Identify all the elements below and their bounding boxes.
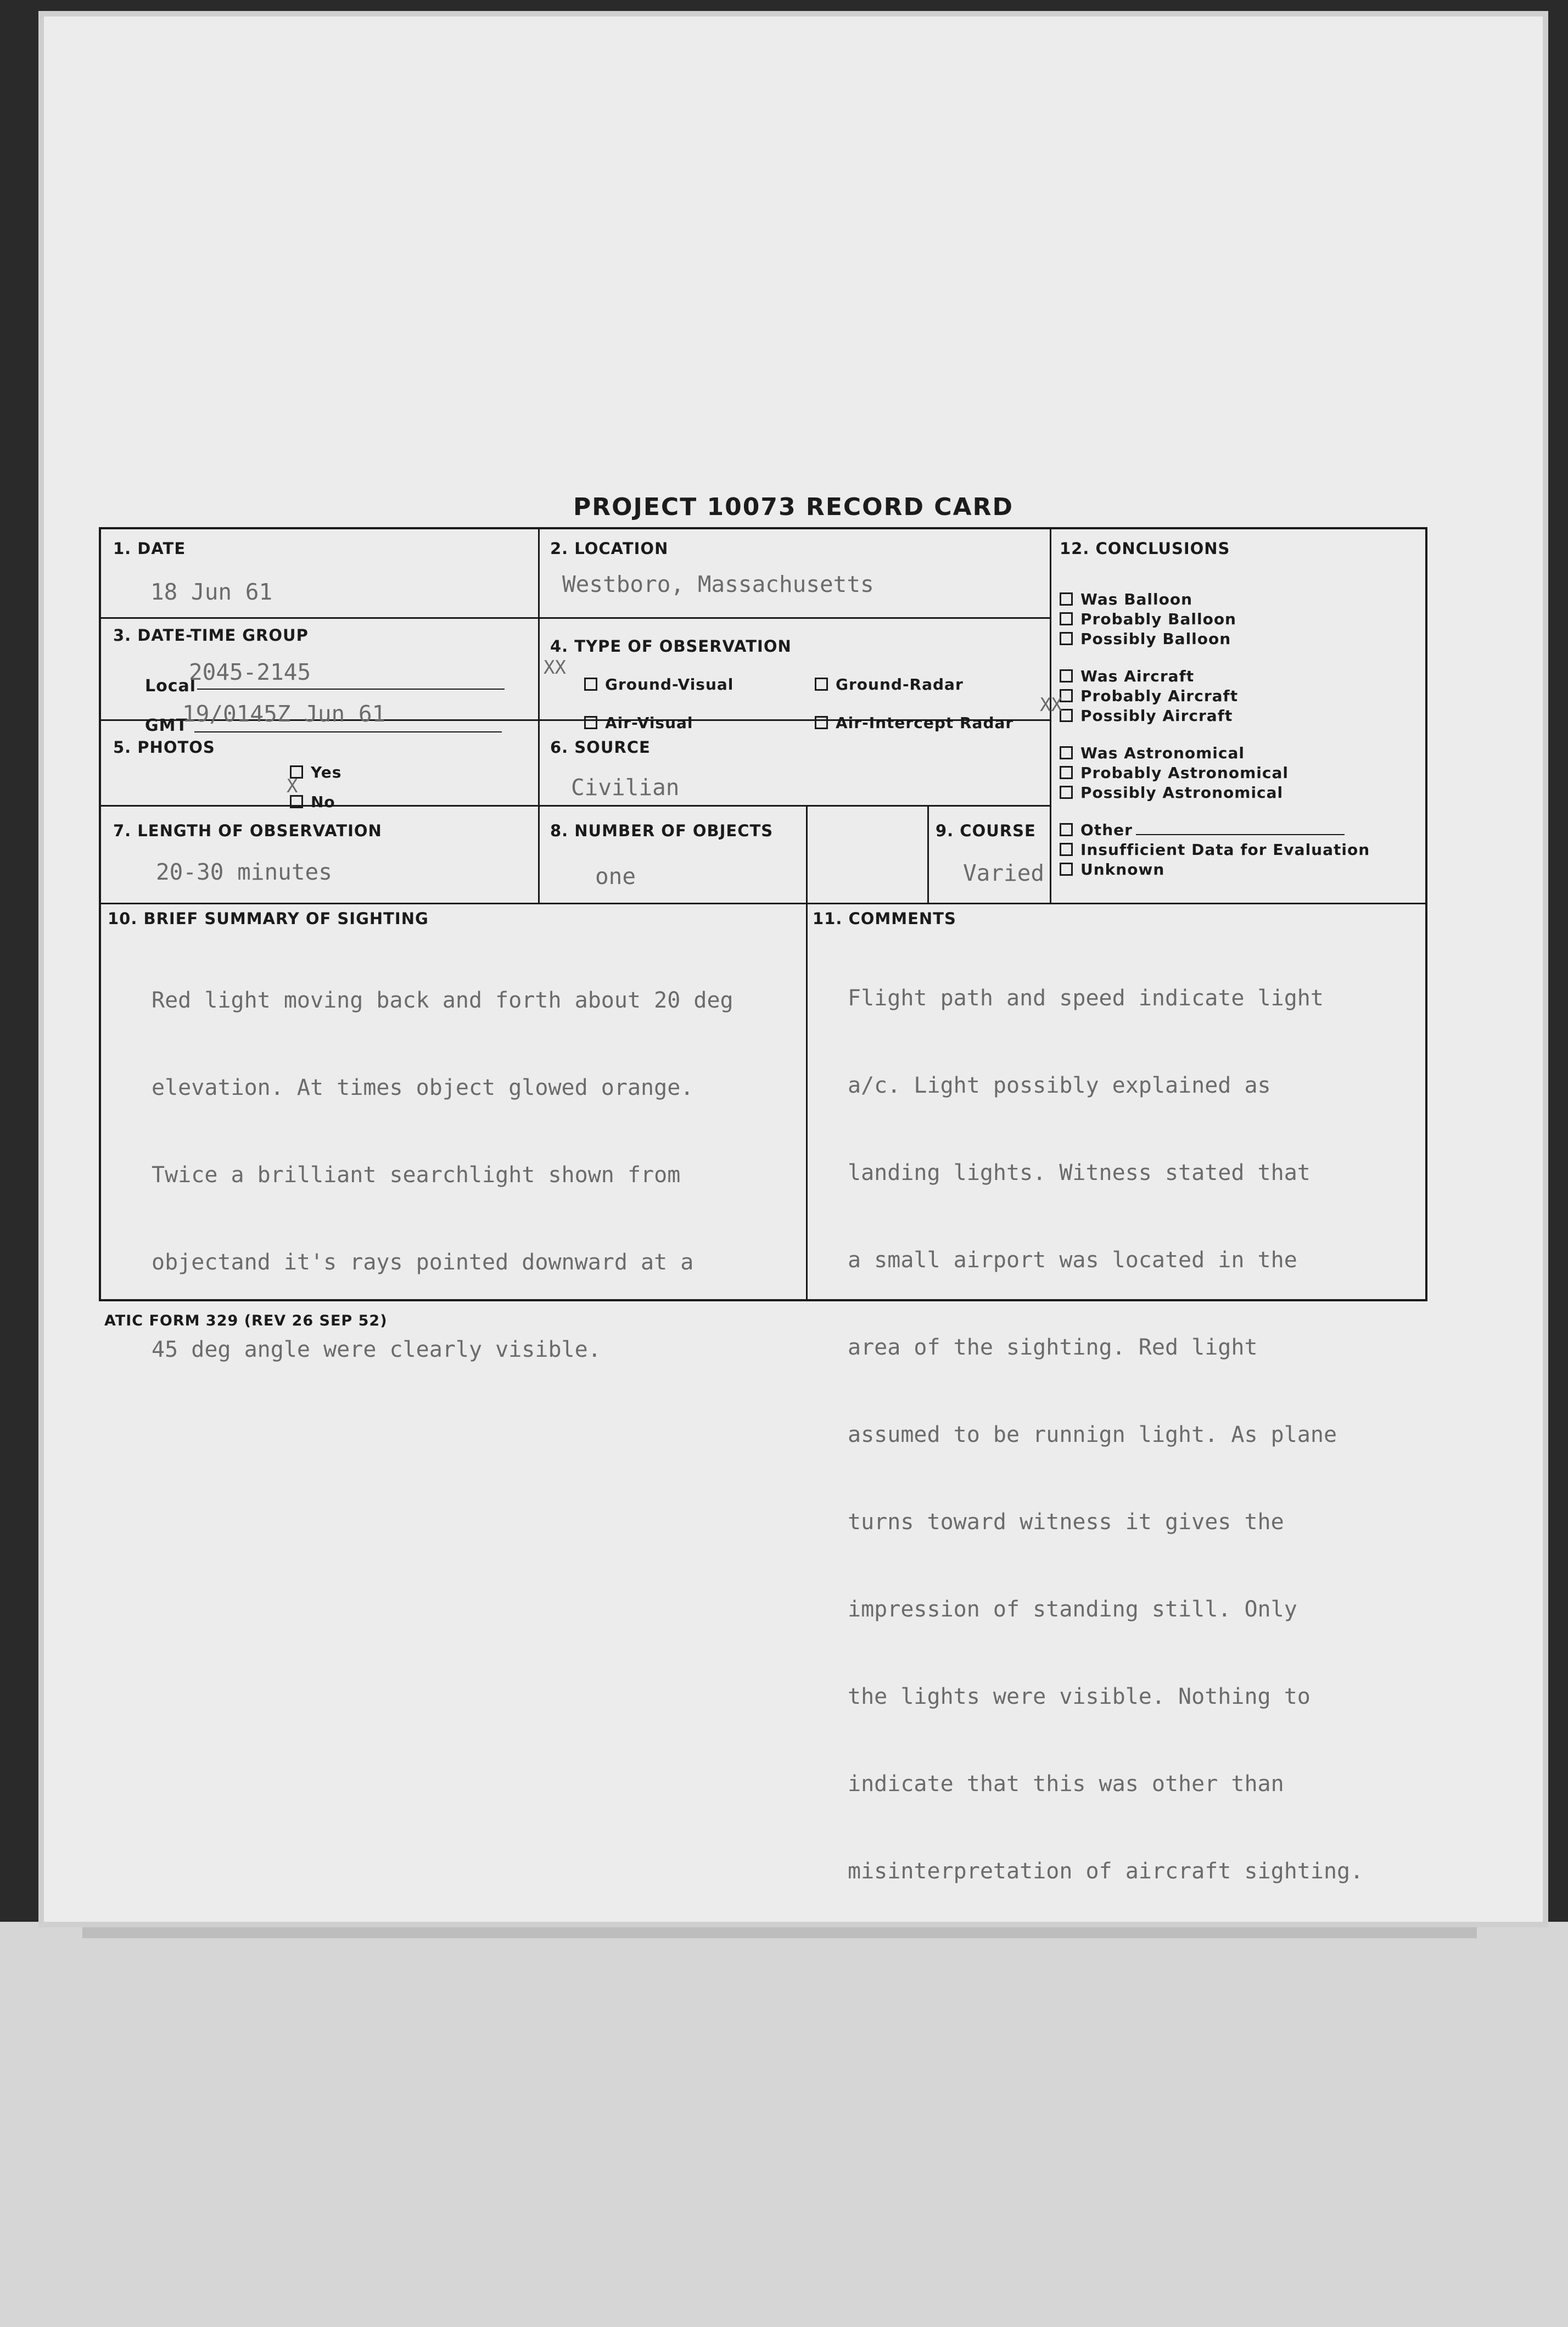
summary-line: Twice a brilliant searchlight shown from bbox=[152, 1162, 681, 1188]
comments-line: area of the sighting. Red light bbox=[848, 1335, 1258, 1360]
opt-air-intercept-radar bbox=[815, 714, 1013, 732]
opt-ground-visual bbox=[584, 675, 733, 693]
summary-line: 45 deg angle were clearly visible. bbox=[152, 1337, 601, 1362]
course-label: 9. COURSE bbox=[936, 821, 1036, 840]
type-obs-mark: XX bbox=[544, 657, 566, 679]
divider bbox=[101, 805, 1051, 807]
comments-line: misinterpretation of aircraft sighting. bbox=[848, 1859, 1364, 1884]
comments-label: 11. COMMENTS bbox=[813, 909, 956, 928]
length-value: 20-30 minutes bbox=[156, 859, 332, 885]
dtg-label: 3. DATE-TIME GROUP bbox=[113, 626, 309, 645]
conclusion-item: Probably Balloon bbox=[1080, 610, 1236, 628]
photos-yes-label: Yes bbox=[311, 763, 342, 781]
comments-line: impression of standing still. Only bbox=[848, 1597, 1297, 1622]
conclusions-aircraft bbox=[1060, 667, 1238, 726]
checkbox-icon bbox=[1060, 612, 1073, 625]
conclusion-item: Was Aircraft bbox=[1080, 667, 1195, 685]
local-value: 2045-2145 bbox=[189, 659, 311, 685]
conclusion-item: Possibly Astronomical bbox=[1080, 784, 1284, 802]
summary-label: 10. BRIEF SUMMARY OF SIGHTING bbox=[108, 909, 429, 928]
opt-label: Air-Visual bbox=[605, 714, 693, 732]
checkbox-icon bbox=[584, 678, 597, 691]
checkbox-icon bbox=[1060, 592, 1073, 606]
divider bbox=[806, 805, 808, 1301]
opt-ground-radar bbox=[815, 675, 964, 693]
local-label: Local bbox=[145, 676, 197, 696]
opt-air-visual bbox=[584, 714, 693, 732]
comments-line: a/c. Light possibly explained as bbox=[848, 1073, 1271, 1098]
form-number: ATIC FORM 329 (REV 26 SEP 52) bbox=[104, 1312, 388, 1329]
opt-label: Air-Intercept Radar bbox=[836, 714, 1014, 732]
location-value: Westboro, Massachusetts bbox=[562, 571, 874, 597]
conclusions-balloon bbox=[1060, 590, 1236, 649]
checkbox-icon bbox=[1060, 766, 1073, 779]
summary-text bbox=[152, 928, 733, 1423]
conclusions-astronomical bbox=[1060, 743, 1289, 803]
local-underline bbox=[197, 689, 505, 690]
comments-line: the lights were visible. Nothing to bbox=[848, 1684, 1311, 1709]
conclusion-item: Probably Aircraft bbox=[1080, 687, 1239, 705]
photos-no-label: No bbox=[311, 793, 335, 811]
comments-line: turns toward witness it gives the bbox=[848, 1509, 1284, 1535]
checkbox-icon bbox=[1060, 786, 1073, 799]
photos-no bbox=[290, 793, 335, 811]
opt-label: Ground-Radar bbox=[836, 675, 964, 693]
conclusion-item: Was Balloon bbox=[1080, 590, 1193, 608]
num-objects-label: 8. NUMBER OF OBJECTS bbox=[550, 821, 774, 840]
divider bbox=[927, 805, 929, 904]
checkbox-icon bbox=[1060, 632, 1073, 645]
gmt-underline bbox=[194, 731, 502, 732]
comments-line: indicate that this was other than bbox=[848, 1771, 1284, 1797]
conclusion-item: Probably Astronomical bbox=[1080, 764, 1289, 782]
opt-label: Ground-Visual bbox=[605, 675, 734, 693]
checkbox-icon bbox=[1060, 746, 1073, 759]
conclusions-other bbox=[1060, 820, 1370, 880]
checkbox-icon bbox=[1060, 843, 1073, 856]
conclusion-item: Other bbox=[1080, 821, 1133, 839]
photos-label: 5. PHOTOS bbox=[113, 738, 215, 757]
summary-line: Red light moving back and forth about 20 deg bbox=[152, 988, 733, 1013]
checkbox-icon bbox=[1060, 863, 1073, 876]
checkbox-icon bbox=[584, 716, 597, 729]
card-title: PROJECT 10073 RECORD CARD bbox=[573, 493, 1014, 521]
comments-line: Flight path and speed indicate light bbox=[848, 986, 1324, 1011]
comments-line: a small airport was located in the bbox=[848, 1248, 1297, 1273]
length-label: 7. LENGTH OF OBSERVATION bbox=[113, 821, 382, 840]
comments-line: assumed to be runnign light. As plane bbox=[848, 1422, 1337, 1447]
comments-text bbox=[848, 926, 1363, 1944]
photos-mark: X bbox=[287, 775, 298, 797]
location-label: 2. LOCATION bbox=[550, 539, 669, 558]
gmt-value: 19/0145Z Jun 61 bbox=[182, 701, 386, 727]
conclusion-item: Unknown bbox=[1080, 860, 1165, 879]
divider bbox=[538, 529, 540, 903]
checkbox-icon bbox=[1060, 823, 1073, 836]
conclusions-mark: XX bbox=[1040, 694, 1062, 716]
divider bbox=[101, 617, 1051, 619]
document-page bbox=[44, 16, 1543, 1922]
conclusions-label: 12. CONCLUSIONS bbox=[1060, 539, 1230, 558]
date-value: 18 Jun 61 bbox=[150, 579, 273, 605]
date-label: 1. DATE bbox=[113, 539, 186, 558]
checkbox-icon bbox=[815, 716, 828, 729]
num-objects-value: one bbox=[595, 863, 636, 890]
source-label: 6. SOURCE bbox=[550, 738, 651, 757]
gmt-label: GMT bbox=[145, 716, 188, 735]
divider bbox=[1050, 529, 1051, 903]
conclusion-item: Insufficient Data for Evaluation bbox=[1080, 841, 1370, 859]
source-value: Civilian bbox=[571, 774, 680, 801]
checkbox-icon bbox=[290, 795, 303, 808]
conclusion-item: Possibly Aircraft bbox=[1080, 707, 1233, 725]
checkbox-icon bbox=[815, 678, 828, 691]
type-obs-label: 4. TYPE OF OBSERVATION bbox=[550, 637, 792, 656]
conclusion-item: Possibly Balloon bbox=[1080, 630, 1231, 648]
checkbox-icon bbox=[1060, 669, 1073, 683]
film-background bbox=[0, 1922, 1568, 2327]
comments-line: landing lights. Witness stated that bbox=[848, 1160, 1311, 1185]
divider bbox=[101, 903, 1425, 904]
other-underline bbox=[1136, 834, 1345, 835]
conclusion-item: Was Astronomical bbox=[1080, 744, 1245, 762]
summary-line: elevation. At times object glowed orange. bbox=[152, 1075, 694, 1100]
course-value: Varied bbox=[963, 860, 1045, 886]
summary-line: objectand it's rays pointed downward at a bbox=[152, 1250, 694, 1275]
